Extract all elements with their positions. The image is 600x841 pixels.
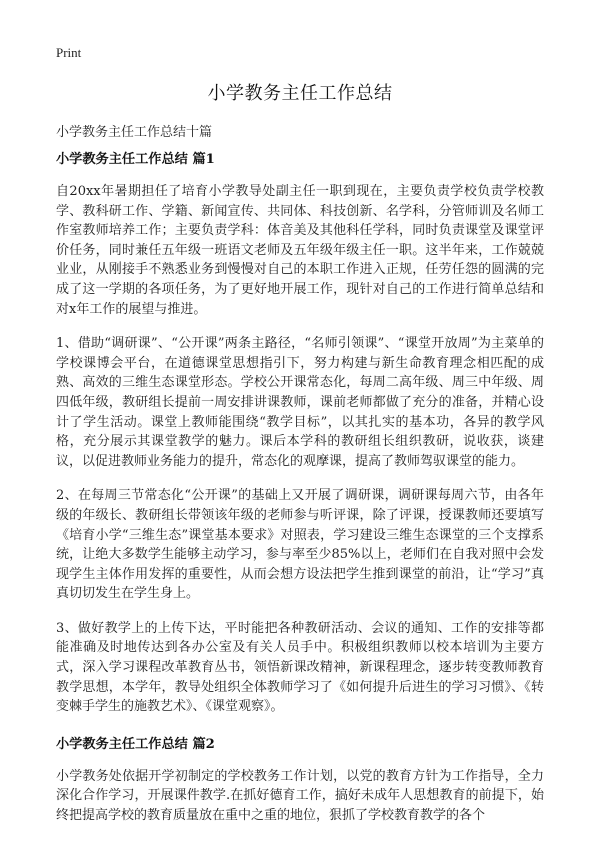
paragraph: 1、借助“调研课”、“公开课”两条主路径，“名师引领课”、“课堂开放周”为主菜单的学校课博会平台，在道德课堂思想指引下，努力构建与新生命教育理念相匹配的成熟、高效的三维生态课堂形态。学校公开课常态化，每周二高年级、周三中年级、周四低年级，教研组长提前一周安排讲课教师，课前老师都做了充分的准备，并精心设计了学生活动。课堂上教师能围绕“教学目标”，以其扎实的基本功，各异的教学风格，充分展示其课堂教学的魅力。课后本学科的教研组长组织教研，说收获，谈建议，以促进教师业务能力的提升，常态化的观摩课，提高了教师驾驭课堂的能力。 bbox=[56, 336, 544, 469]
print-label[interactable]: Print bbox=[56, 45, 82, 60]
paragraph: 2、在每周三节常态化“公开课”的基础上又开展了调研课，调研课每周六节，由各年级的年级长、教研组长带领该年级的老师参与听评课，除了评课，授课教师还要填写《培育小学“三维生态”课堂基本要求》对照表，学习建设三维生态课堂的三个支撑系统，让绝大多数学生能够主动学习，参与率至少85%以上，老师们在自我对照中会发现学生主体作用发挥的重要性，从而会想方设法把学生推到课堂的前沿，让“学习”真真切切发生在学生身上。 bbox=[56, 488, 544, 602]
document-subtitle: 小学教务主任工作总结十篇 bbox=[56, 125, 213, 140]
section-1 bbox=[56, 150, 544, 717]
paragraph: 小学教务处依据开学初制定的学校教务工作计划，以党的教育方针为工作指导，全力深化合作学习，开展课件教学.在抓好德育工作，搞好未成年人思想教育的前提下，始终把提高学校的教育质量放在重中之重的地位，狠抓了学校教育教学的各个 bbox=[56, 768, 544, 824]
section-heading: 小学教务主任工作总结 篇2 bbox=[56, 736, 215, 752]
section-2 bbox=[56, 735, 544, 826]
section-heading: 小学教务主任工作总结 篇1 bbox=[56, 152, 215, 167]
document-title: 小学教务主任工作总结 bbox=[207, 83, 393, 104]
document-body bbox=[56, 150, 544, 841]
paragraph: 3、做好教学上的上传下达，平时能把各种教研活动、会议的通知、工作的安排等都能准确及时地传达到各办公室及有关人员手中。积极组织教师以校本培训为主要方式，深入学习课程改革教育丛书，领悟新课改精神，新课程理念，逐步转变教师教育教学思想，本学年，教导处组织全体教师学习了《如何提升后进生的学习习惯》、《转变棘手学生的施教艺术》、《课堂观察》。 bbox=[56, 620, 544, 715]
paragraph: 自20xx年暑期担任了培育小学教导处副主任一职到现在，主要负责学校负责学校教学、教科研工作、学籍、新闻宣传、共同体、科技创新、名学科，分管师训及名师工作室教师培养工作；主要负责学科：体音美及其他科任学科，同时负责课堂及课堂评价任务，同时兼任五年级一班语文老师及五年级年级主任一职。这半年来，工作兢兢业业，从刚接手不熟悉业务到慢慢对自己的本职工作进入正规，任劳任怨的圆满的完成了这一学期的各项任务，为了更好地开展工作，现针对自己的工作进行简单总结和对x年工作的展望与推进。 bbox=[56, 184, 544, 317]
